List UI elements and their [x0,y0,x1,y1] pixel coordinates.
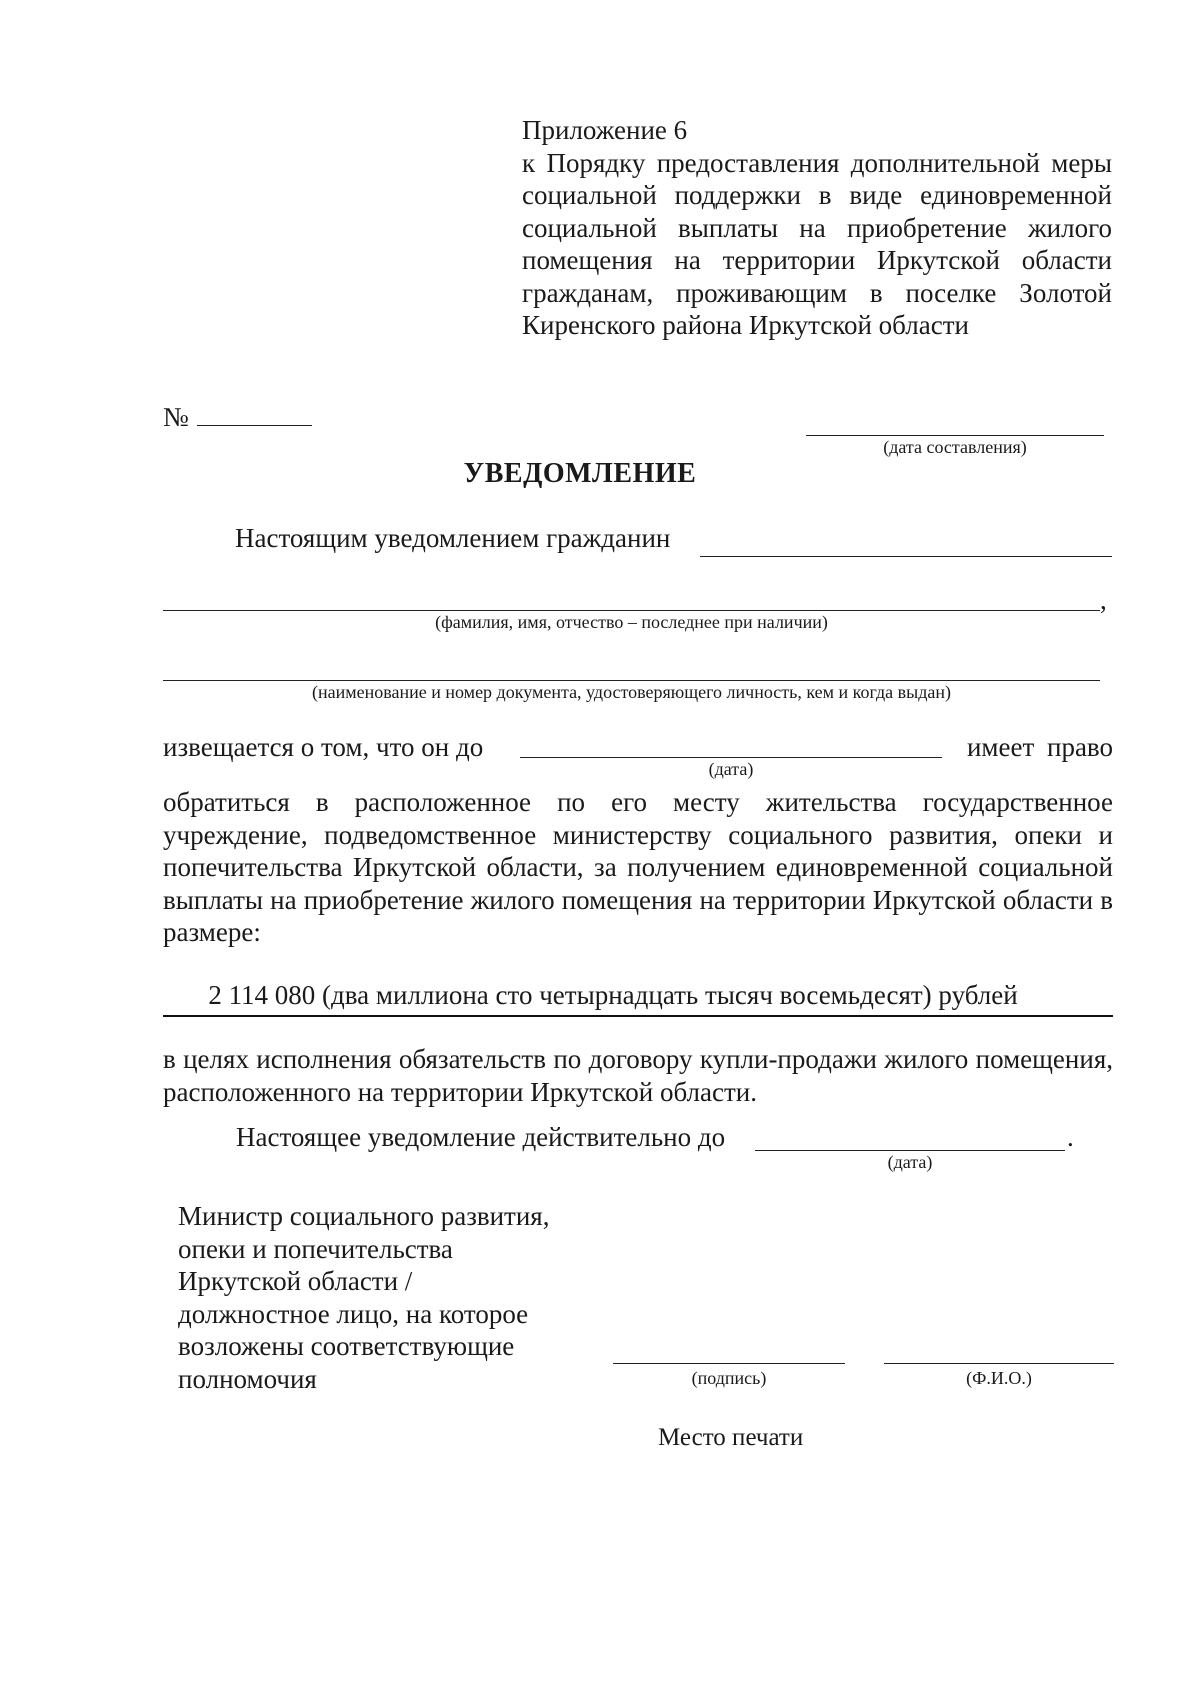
amount-underline [163,1015,1113,1017]
fio-blank [884,1363,1114,1364]
appendix-block [522,114,1112,342]
main-paragraph: обратиться в расположенное по его месту жительства государственное учреждение, подведомственное министерству социального развития, опеки и попечительства Иркутской области, за получением единовременной социальной выплаты на приобретение жилого помещения на территории Иркутской области в размере: [163,787,1113,947]
date-composed-blank [806,435,1104,436]
signer-block [178,1200,598,1395]
purpose-paragraph: в целях исполнения обязательств по договору купли-продажи жилого помещения, расположенного на территории Иркутской области. [163,1044,1113,1107]
validity-text: Настоящее уведомление действительно до [236,1122,726,1152]
signer-line: Министр социального развития, [178,1201,550,1231]
number-blank [197,405,312,426]
name-comma: , [1100,585,1107,615]
document-title: УВЕДОМЛЕНИЕ [463,458,697,489]
date-composed-caption: (дата составления) [883,437,1027,457]
validity-date-caption: (дата) [887,1152,933,1172]
signer-line: полномочия [178,1363,317,1394]
notified-left-text: извещается о том, что он до [163,732,484,762]
intro-text: Настоящим уведомлением гражданин [235,523,671,553]
signer-line: возложены соответствующие [178,1331,515,1361]
full-name-blank [163,610,1100,611]
full-name-caption: (фамилия, имя, отчество – последнее при наличии) [435,612,828,632]
fio-caption: (Ф.И.О.) [966,1368,1032,1388]
stamp-place: Место печати [658,1424,804,1451]
number-sign: № [163,402,189,432]
deadline-date-blank [520,757,942,758]
signer-line: Иркутской области / [178,1266,413,1296]
signature-blank [613,1363,845,1364]
appendix-title: Приложение 6 [522,115,688,145]
citizen-blank [700,556,1112,557]
signature-caption: (подпись) [691,1368,767,1388]
document-number [163,402,312,433]
id-document-caption: (наименование и номер документа, удостоверяющего личность, кем и когда выдан) [311,682,951,702]
signer-line: опеки и попечительства [178,1233,453,1264]
appendix-text: к Порядку предоставления дополнительной меры социальной поддержки в виде единовременной социальной выплаты на приобретение жилого помещения на территории Иркутской области гражданам, проживающим в поселке Золотой Киренского района Иркутской области [522,147,1112,340]
signer-line: должностное лицо, на которое [178,1298,529,1329]
id-document-blank [163,680,1100,681]
notified-right-text: имеет право [966,732,1113,762]
payment-amount: 2 114 080 (два миллиона сто четырнадцать тысяч восемьдесят) рублей [208,980,1018,1010]
validity-date-blank [755,1150,1065,1151]
validity-dot: . [1067,1122,1074,1152]
deadline-date-caption: (дата) [708,759,754,779]
